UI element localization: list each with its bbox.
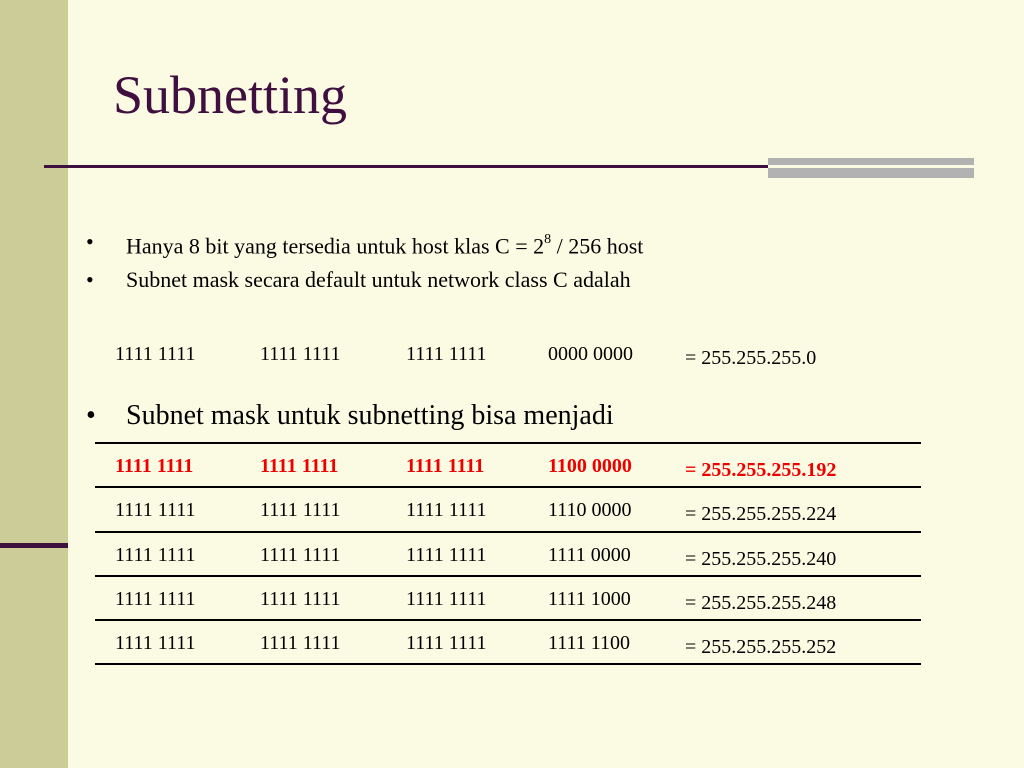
octet-4: 1111 0000 [548,544,631,566]
octet-2: 1111 1111 [260,544,341,566]
octet-3: 1111 1111 [406,499,487,521]
octet-1: 1111 1111 [115,499,196,521]
decimal-mask: = 255.255.255.224 [685,503,837,525]
table-rule [95,575,921,577]
bullet-marker: • [86,400,96,431]
octet-1: 1111 1111 [115,343,196,365]
octet-1: 1111 1111 [115,455,194,477]
octet-4: 1100 0000 [548,455,632,477]
octet-2: 1111 1111 [260,455,339,477]
decimal-mask: = 255.255.255.192 [685,459,837,481]
octet-4: 1110 0000 [548,499,632,521]
sidebar-band [0,0,68,768]
table-rule [95,442,921,444]
octet-3: 1111 1111 [406,544,487,566]
slide-title: Subnetting [113,65,348,125]
octet-4: 1111 1100 [548,632,631,654]
octet-1: 1111 1111 [115,588,196,610]
bullet-3 [86,400,614,432]
bullet-1 [86,229,643,259]
table-rule [95,663,921,665]
table-rule [95,531,921,533]
bullet-2-text: Subnet mask secara default untuk network class C adalah [126,267,631,292]
octet-2: 1111 1111 [260,632,341,654]
octet-2: 1111 1111 [260,499,341,521]
table-rule [95,486,921,488]
sidebar-accent-line [0,543,68,548]
decimal-mask: = 255.255.255.240 [685,548,837,570]
octet-3: 1111 1111 [406,343,487,365]
decimal-mask: = 255.255.255.252 [685,636,837,658]
title-divider-accent [768,158,974,178]
decimal-mask: = 255.255.255.0 [685,347,817,369]
octet-4: 1111 1000 [548,588,631,610]
octet-3: 1111 1111 [406,455,485,477]
octet-3: 1111 1111 [406,632,487,654]
bullet-3-text: Subnet mask untuk subnetting bisa menjadi [126,400,614,431]
bullet-1-text: Hanya 8 bit yang tersedia untuk host klas $C = 2^8 / 256$ host [126,232,644,259]
octet-2: 1111 1111 [260,588,341,610]
octet-1: 1111 1111 [115,544,196,566]
decimal-mask: = 255.255.255.248 [685,592,837,614]
octet-4: 0000 0000 [548,343,633,365]
octet-1: 1111 1111 [115,632,196,654]
octet-3: 1111 1111 [406,588,487,610]
bullet-marker: • [86,229,94,254]
bullet-marker: • [86,267,94,292]
bullet-2 [86,267,631,293]
table-rule [95,619,921,621]
octet-2: 1111 1111 [260,343,341,365]
